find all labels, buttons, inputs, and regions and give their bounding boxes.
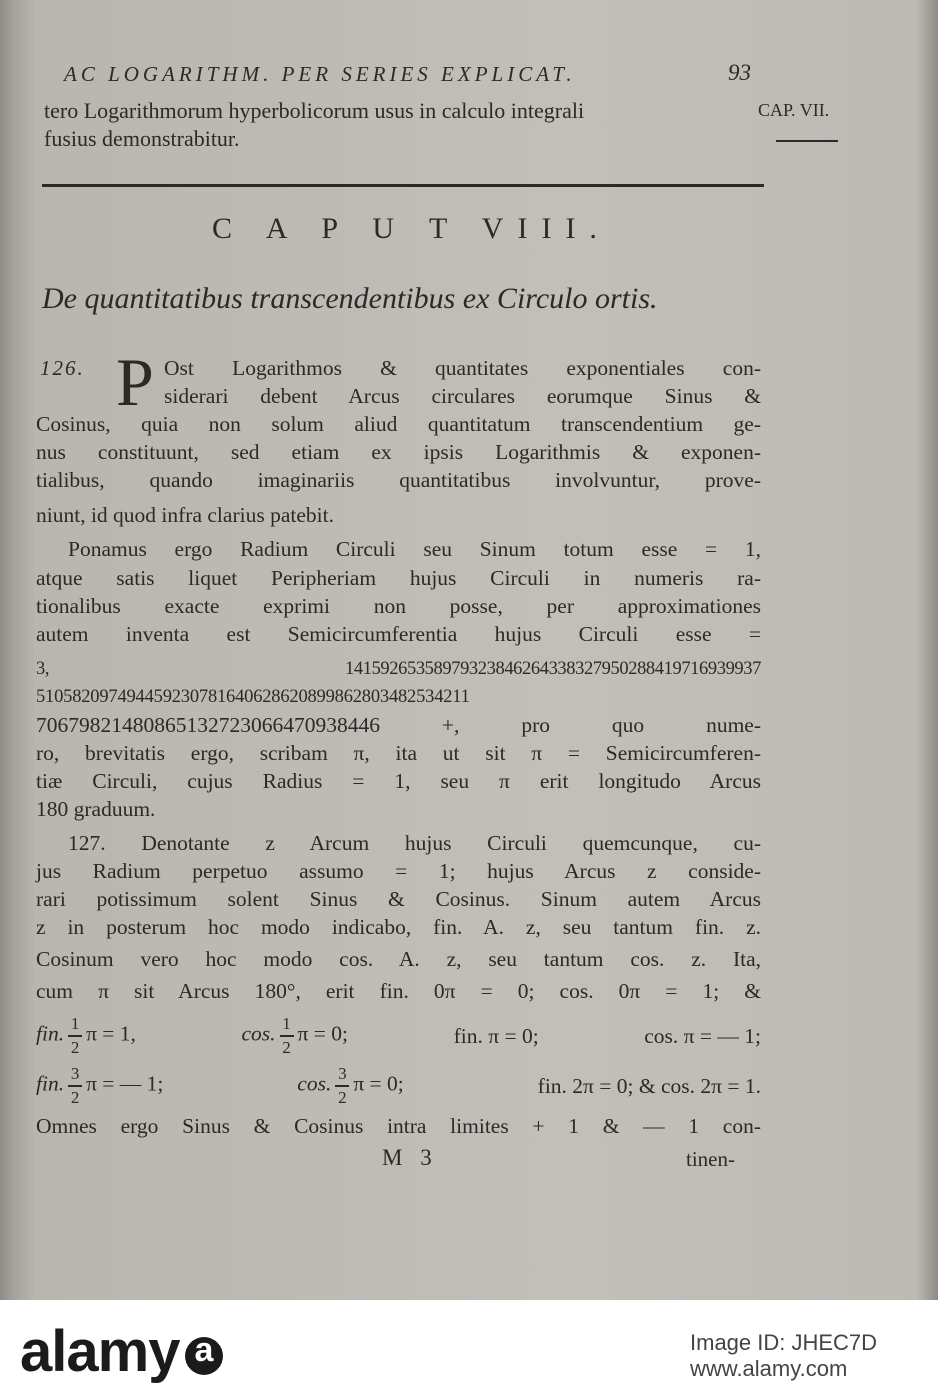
fraction-one-half-b: $\frac{1}{2}$	[280, 1015, 294, 1057]
carryover-line-2: fusius demonstrabitur.	[44, 126, 240, 151]
page-number: 93	[728, 60, 751, 85]
para2-line-8: ro, brevitatis ergo, scribam π, ita ut sit π = Semicircumferen-	[36, 741, 761, 765]
para126-line-2: siderari debent Arcus circulares eorumque Sinus &	[164, 384, 761, 408]
para2-line-9: tiæ Circuli, cujus Radius = 1, seu π erit longitudo Arcus	[36, 769, 761, 793]
para127-line-2: jus Radium perpetuo assumo = 1; hujus Arcus z conside-	[36, 859, 761, 883]
fraction-three-halves: $\frac{3}{2}$	[68, 1065, 82, 1107]
chapter-rule	[42, 184, 764, 187]
pi-digits-3: 70679821480865132723066470938446 +, pro quo nume-	[36, 713, 761, 737]
formula-line-1	[36, 1014, 761, 1058]
para127-line-4: z in posterum hoc modo indicabo, fin. A. z, seu tantum fin. z.	[36, 915, 761, 939]
margin-note: CAP. VII.	[758, 100, 830, 120]
para127-line-5: Cosinum vero hoc modo cos. A. z, seu tantum cos. z. Ita,	[36, 947, 761, 971]
site-url: www.alamy.com	[690, 1356, 848, 1381]
running-title: AC LOGARITHM. PER SERIES EXPLICAT.	[64, 62, 576, 86]
formula2-term-c: fin. 2π = 0; & cos. 2π = 1.	[537, 1074, 761, 1098]
para2-line-2: atque satis liquet Peripheriam hujus Circuli in numeris ra-	[36, 566, 761, 590]
para126-line-5: tialibus, quando imaginariis quantitatibus involvuntur, prove-	[36, 468, 761, 492]
pi-digits-1: 3, 14159265358979323846264338327950288419716939937	[36, 659, 761, 679]
pi-digits-2: 510582097494459230781640628620899862803482534211	[36, 687, 470, 707]
para2-line-10: 180 graduum.	[36, 797, 156, 821]
para126-line-3: Cosinus, quia non solum aliud quantitatum transcendentium ge-	[36, 412, 761, 436]
para2-line-1: Ponamus ergo Radium Circuli seu Sinum totum esse = 1,	[68, 537, 761, 561]
alamy-logo: alamya	[20, 1318, 223, 1385]
formula1-term-d: cos. π = — 1;	[644, 1024, 761, 1048]
drop-capital: P	[116, 344, 154, 420]
para127-line-3: rari potissimum solent Sinus & Cosinus. Sinum autem Arcus	[36, 887, 761, 911]
para127-line-1: 127. Denotante z Arcum hujus Circuli quemcunque, cu-	[68, 831, 761, 855]
signature-mark: M 3	[382, 1145, 438, 1170]
formula-line-2	[36, 1064, 761, 1108]
chapter-title: C A P U T VIII.	[212, 212, 611, 245]
fraction-three-halves-b: $\frac{3}{2}$	[335, 1065, 349, 1107]
formula2-term-a: fin. $\frac{3}{2}$ π = — 1;	[36, 1064, 164, 1107]
para126-line-4: nus constituunt, sed etiam ex ipsis Logarithmis & exponen-	[36, 440, 761, 464]
fraction-one-half: $\frac{1}{2}$	[68, 1015, 82, 1057]
chapter-subtitle: De quantitatibus transcendentibus ex Circulo ortis.	[42, 282, 658, 315]
para2-line-4: autem inventa est Semicircumferentia hujus Circuli esse =	[36, 622, 761, 646]
catchword: tinen-	[686, 1147, 735, 1171]
formula1-term-c: fin. π = 0;	[453, 1024, 539, 1048]
formula1-term-b: cos. $\frac{1}{2}$ π = 0;	[241, 1014, 349, 1057]
carryover-line-1: tero Logarithmorum hyperbolicorum usus in calculo integrali	[44, 98, 585, 123]
para2-line-3: tionalibus exacte exprimi non posse, per approximationes	[36, 594, 761, 618]
para126-line-6: niunt, id quod infra clarius patebit.	[36, 503, 334, 527]
last-line: Omnes ergo Sinus & Cosinus intra limites + 1 & — 1 con-	[36, 1114, 761, 1138]
margin-rule	[776, 140, 838, 142]
para127-line-6: cum π sit Arcus 180°, erit fin. 0π = 0; cos. 0π = 1; &	[36, 979, 761, 1003]
image-id: Image ID: JHEC7D	[690, 1330, 878, 1355]
formula2-term-b: cos. $\frac{3}{2}$ π = 0;	[297, 1064, 404, 1107]
formula1-term-a: fin. $\frac{1}{2}$ π = 1,	[36, 1014, 136, 1057]
para126-line-1: Ost Logarithmos & quantitates exponentiales con-	[164, 356, 761, 380]
section-number-126: 126.	[40, 356, 85, 380]
